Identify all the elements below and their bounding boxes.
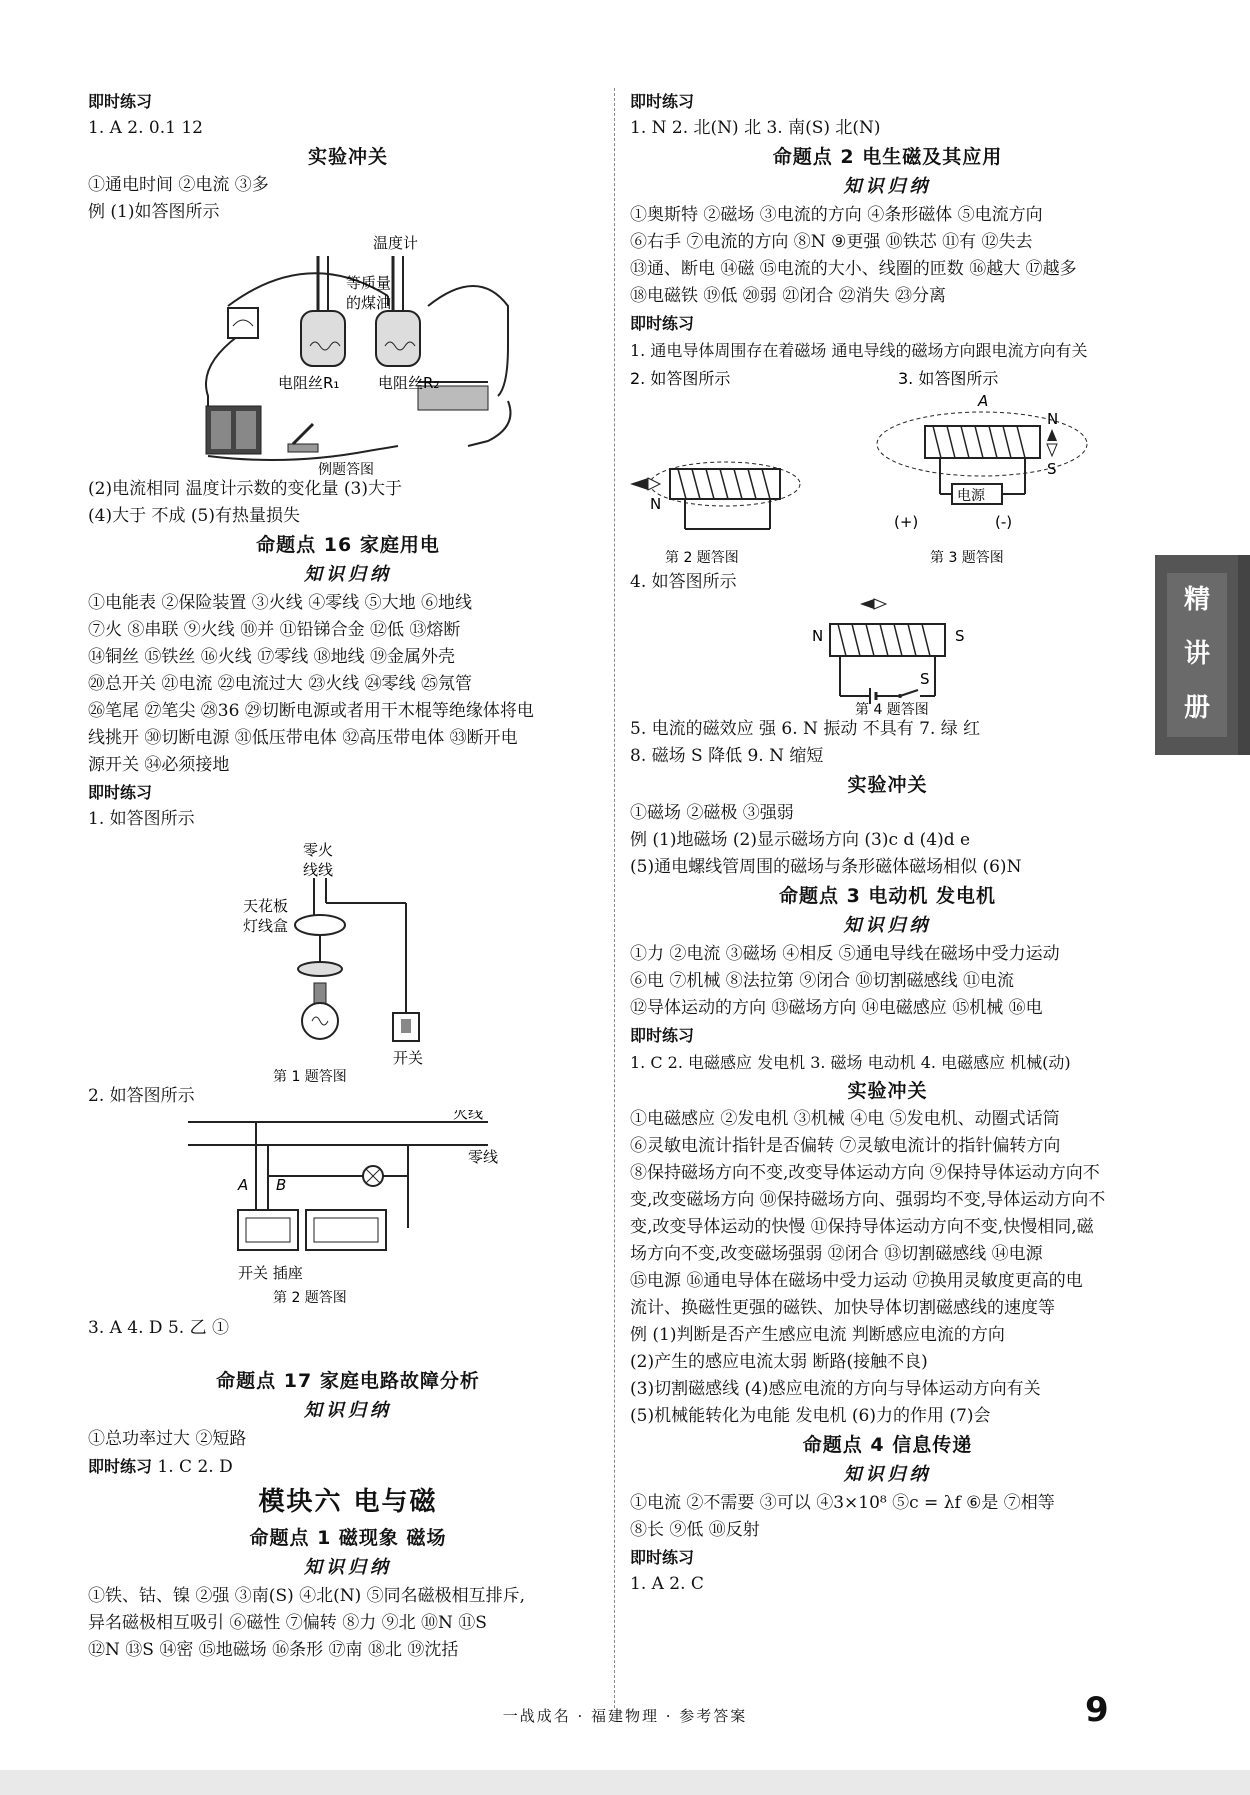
fig-label: A <box>238 1176 249 1194</box>
knowledge-line: ⑦火 ⑧串联 ⑨火线 ⑩并 ⑪铅锑合金 ⑫低 ⑬熔断 <box>88 620 461 640</box>
answer-line: ①磁场 ②磁极 ③强弱 <box>630 803 794 823</box>
answer-line: 2. 如答图所示 <box>88 1086 195 1106</box>
knowledge-line: ⑫导体运动的方向 ⑬磁场方向 ⑭电磁感应 ⑮机械 ⑯电 <box>630 998 1043 1018</box>
knowledge-line: ⑳总开关 ㉑电流 ㉒电流过大 ㉓火线 ㉔零线 ㉕氖管 <box>88 674 473 694</box>
lamp-wiring-figure <box>88 833 608 1083</box>
answer-line: (2)电流相同 温度计示数的变化量 (3)大于 <box>88 479 402 499</box>
answer-line: ①通电时间 ②电流 ③多 <box>88 175 269 195</box>
page-footer: 一战成名 · 福建物理 · 参考答案 <box>502 1707 748 1725</box>
section-title: 实验冲关 <box>847 1080 928 1102</box>
side-tab-edge <box>1238 555 1250 755</box>
figure-caption: 第 1 题答图 <box>273 1069 347 1083</box>
section-label: 即时练习 <box>630 1548 695 1567</box>
figure-caption: 第 4 题答图 <box>855 702 929 716</box>
answer-line: 3. A 4. D 5. 乙 ① <box>88 1318 229 1338</box>
subsection-title: 知识归纳 <box>843 915 932 936</box>
section-label: 即时练习 <box>630 314 695 333</box>
knowledge-line: 变,改变导体运动的快慢 ⑪保持导体运动方向不变,快慢相同,磁 <box>630 1217 1094 1237</box>
answer-text: 1. C 2. D <box>157 1457 233 1477</box>
knowledge-line: ⑱电磁铁 ⑲低 ⑳弱 ㉑闭合 ㉒消失 ㉓分离 <box>630 286 947 306</box>
knowledge-line: ㉖笔尾 ㉗笔尖 ㉘36 ㉙切断电源或者用干木棍等绝缘体将电 <box>88 701 534 721</box>
knowledge-line: ⑥电 ⑦机械 ⑧法拉第 ⑨闭合 ⑩切割磁感线 ⑪电流 <box>630 971 1015 991</box>
fig-label: N <box>812 627 824 645</box>
fig-label: 火线 <box>453 1110 484 1122</box>
figure-caption: 第 2 题答图 <box>665 550 739 566</box>
knowledge-line: ⑧长 ⑨低 ⑩反射 <box>630 1520 760 1540</box>
answer-line: 例 (1)如答图所示 <box>88 202 220 222</box>
knowledge-line: ①力 ②电流 ③磁场 ④相反 ⑤通电导线在磁场中受力运动 <box>630 944 1060 964</box>
knowledge-line: (2)产生的感应电流太弱 断路(接触不良) <box>630 1352 928 1372</box>
knowledge-line: ①总功率过大 ②短路 <box>88 1429 247 1449</box>
answer-text: 2. 如答图所示 <box>630 369 731 388</box>
figure-caption: 第 2 题答图 <box>273 1290 347 1306</box>
subsection-title: 知识归纳 <box>304 564 392 585</box>
solenoid-diagrams <box>630 364 1145 569</box>
fig-label: (+) <box>894 513 919 531</box>
right-column <box>630 88 1145 1598</box>
section-label: 即时练习 <box>630 92 695 111</box>
fig-label: 电阻丝R₁ <box>278 374 340 392</box>
subsection-title: 知识归纳 <box>843 1464 932 1485</box>
knowledge-line: 变,改变磁场方向 ⑩保持磁场方向、强弱均不变,导体运动方向不 <box>630 1190 1106 1210</box>
module-title: 模块六 电与磁 <box>258 1487 438 1517</box>
knowledge-line: ⑮电源 ⑯通电导体在磁场中受力运动 ⑰换用灵敏度更高的电 <box>630 1271 1083 1291</box>
knowledge-line: ⑥灵敏电流计指针是否偏转 ⑦灵敏电流计的指针偏转方向 <box>630 1136 1061 1156</box>
fig-label: S <box>920 670 930 688</box>
side-tab <box>1155 555 1250 755</box>
fig-label: 天花板 <box>243 897 289 915</box>
knowledge-line: 例 (1)判断是否产生感应电流 判断感应电流的方向 <box>630 1325 1005 1345</box>
knowledge-line: ⑧保持磁场方向不变,改变导体运动方向 ⑨保持导体运动方向不 <box>630 1163 1100 1183</box>
subsection-title: 知识归纳 <box>304 1557 392 1578</box>
knowledge-line: ⑫N ⑬S ⑭密 ⑮地磁场 ⑯条形 ⑰南 ⑱北 ⑲沈括 <box>88 1640 459 1660</box>
section-title: 命题点 1 磁现象 磁场 <box>249 1527 447 1549</box>
left-column <box>88 88 608 1664</box>
section-title: 命题点 17 家庭电路故障分析 <box>216 1370 480 1392</box>
socket-diagram <box>88 1110 608 1315</box>
answer-line: 1. A 2. C <box>630 1574 704 1594</box>
section-title: 实验冲关 <box>847 774 928 796</box>
subsection-title: 知识归纳 <box>304 1400 392 1421</box>
answer-line: (5)通电螺线管周围的磁场与条形磁体磁场相似 (6)N <box>630 857 1022 877</box>
solenoid-diagram-4 <box>630 596 1145 716</box>
example-circuit-figure <box>88 226 608 476</box>
page-number: 9 <box>1085 1690 1109 1730</box>
subsection-title: 知识归纳 <box>843 176 932 197</box>
side-tab-label <box>1167 573 1227 737</box>
knowledge-line: 源开关 ㉞必须接地 <box>88 755 230 775</box>
solenoid-figures <box>630 364 1145 569</box>
fig-label: 线线 <box>303 861 334 879</box>
section-label: 即时练习 <box>88 1457 153 1476</box>
fig-label: B <box>276 1176 287 1194</box>
knowledge-line: (3)切割磁感线 (4)感应电流的方向与导体运动方向有关 <box>630 1379 1041 1399</box>
figure-caption: 第 3 题答图 <box>930 550 1004 566</box>
column-divider <box>614 88 615 1708</box>
section-title: 命题点 2 电生磁及其应用 <box>772 146 1003 168</box>
fig-label: A <box>978 392 989 410</box>
knowledge-line: ①电能表 ②保险装置 ③火线 ④零线 ⑤大地 ⑥地线 <box>88 593 473 613</box>
socket-wiring-figure <box>88 1110 608 1315</box>
tab-char: 册 <box>1183 693 1210 723</box>
fig-label: 温度计 <box>373 234 419 252</box>
fig-label: 零火 <box>303 841 334 859</box>
knowledge-line: 异名磁极相互吸引 ⑥磁性 ⑦偏转 ⑧力 ⑨北 ⑩N ⑪S <box>88 1613 487 1633</box>
fig-label: 零线 <box>468 1148 499 1166</box>
answer-line: 1. 通电导体周围存在着磁场 通电导线的磁场方向跟电流方向有关 <box>630 341 1088 360</box>
fig-label: (-) <box>995 513 1013 531</box>
tab-char: 讲 <box>1183 639 1210 669</box>
solenoid-figure-4 <box>630 596 1145 716</box>
fig-label: 开关 <box>393 1049 424 1067</box>
section-title: 命题点 3 电动机 发电机 <box>778 885 997 907</box>
bottom-band <box>0 1770 1250 1795</box>
lamp-diagram <box>88 833 608 1083</box>
knowledge-line: (5)机械能转化为电能 发电机 (6)力的作用 (7)会 <box>630 1406 991 1426</box>
answer-line: 1. A 2. 0.1 12 <box>88 118 203 138</box>
knowledge-line: ⑬通、断电 ⑭磁 ⑮电流的大小、线圈的匝数 ⑯越大 ⑰越多 <box>630 259 1077 279</box>
answer-line: 8. 磁场 S 降低 9. N 缩短 <box>630 746 824 766</box>
fig-label: 电源 <box>957 488 985 504</box>
knowledge-line: ①电磁感应 ②发电机 ③机械 ④电 ⑤发电机、动圈式话筒 <box>630 1109 1060 1129</box>
knowledge-line: ①奥斯特 ②磁场 ③电流的方向 ④条形磁体 ⑤电流方向 <box>630 205 1043 225</box>
fig-label: S <box>1047 460 1057 478</box>
knowledge-line: 线挑开 ㉚切断电源 ㉛低压带电体 ㉜高压带电体 ㉝断开电 <box>88 728 518 748</box>
fig-label: N <box>1047 410 1059 428</box>
section-label: 即时练习 <box>630 1026 695 1045</box>
fig-label: 开关 插座 <box>238 1264 303 1282</box>
fig-label: N <box>650 495 662 513</box>
knowledge-line: ①电流 ②不需要 ③可以 ④3×10⁸ ⑤c = λf ⑥是 ⑦相等 <box>630 1493 1055 1513</box>
circuit-diagram <box>88 226 608 476</box>
answer-line: 1. 如答图所示 <box>88 809 195 829</box>
knowledge-line: ①铁、钴、镍 ②强 ③南(S) ④北(N) ⑤同名磁极相互排斥, <box>88 1586 526 1606</box>
section-title: 命题点 4 信息传递 <box>802 1434 973 1456</box>
knowledge-line: 场方向不变,改变磁场强弱 ⑫闭合 ⑬切割磁感线 ⑭电源 <box>630 1244 1043 1264</box>
answer-line: 1. N 2. 北(N) 北 3. 南(S) 北(N) <box>630 118 881 138</box>
section-label: 即时练习 <box>88 783 153 802</box>
knowledge-line: ⑭铜丝 ⑮铁丝 ⑯火线 ⑰零线 ⑱地线 ⑲金属外壳 <box>88 647 456 667</box>
answer-line: 例 (1)地磁场 (2)显示磁场方向 (3)c d (4)d e <box>630 830 971 850</box>
fig-label: S <box>955 627 965 645</box>
answer-line: 1. C 2. 电磁感应 发电机 3. 磁场 电动机 4. 电磁感应 机械(动) <box>630 1053 1071 1072</box>
answer-text: 3. 如答图所示 <box>898 369 999 388</box>
fig-label: 等质量 <box>346 274 392 292</box>
figure-caption: 例题答图 <box>318 462 374 476</box>
answer-line: (4)大于 不成 (5)有热量损失 <box>88 506 300 526</box>
answer-line: 5. 电流的磁效应 强 6. N 振动 不具有 7. 绿 红 <box>630 719 981 739</box>
section-label: 即时练习 <box>88 92 153 111</box>
knowledge-line: ⑥右手 ⑦电流的方向 ⑧N ⑨更强 ⑩铁芯 ⑪有 ⑫失去 <box>630 232 1033 252</box>
knowledge-line: 流计、换磁性更强的磁铁、加快导体切割磁感线的速度等 <box>630 1298 1055 1318</box>
fig-label: 灯线盒 <box>243 917 289 935</box>
fig-label: 电阻丝R₂ <box>378 374 440 392</box>
tab-char: 精 <box>1183 585 1210 615</box>
section-title: 命题点 16 家庭用电 <box>256 534 440 556</box>
fig-label: 的煤油 <box>346 294 392 312</box>
answer-line: 4. 如答图所示 <box>630 572 737 592</box>
section-title: 实验冲关 <box>307 146 388 168</box>
